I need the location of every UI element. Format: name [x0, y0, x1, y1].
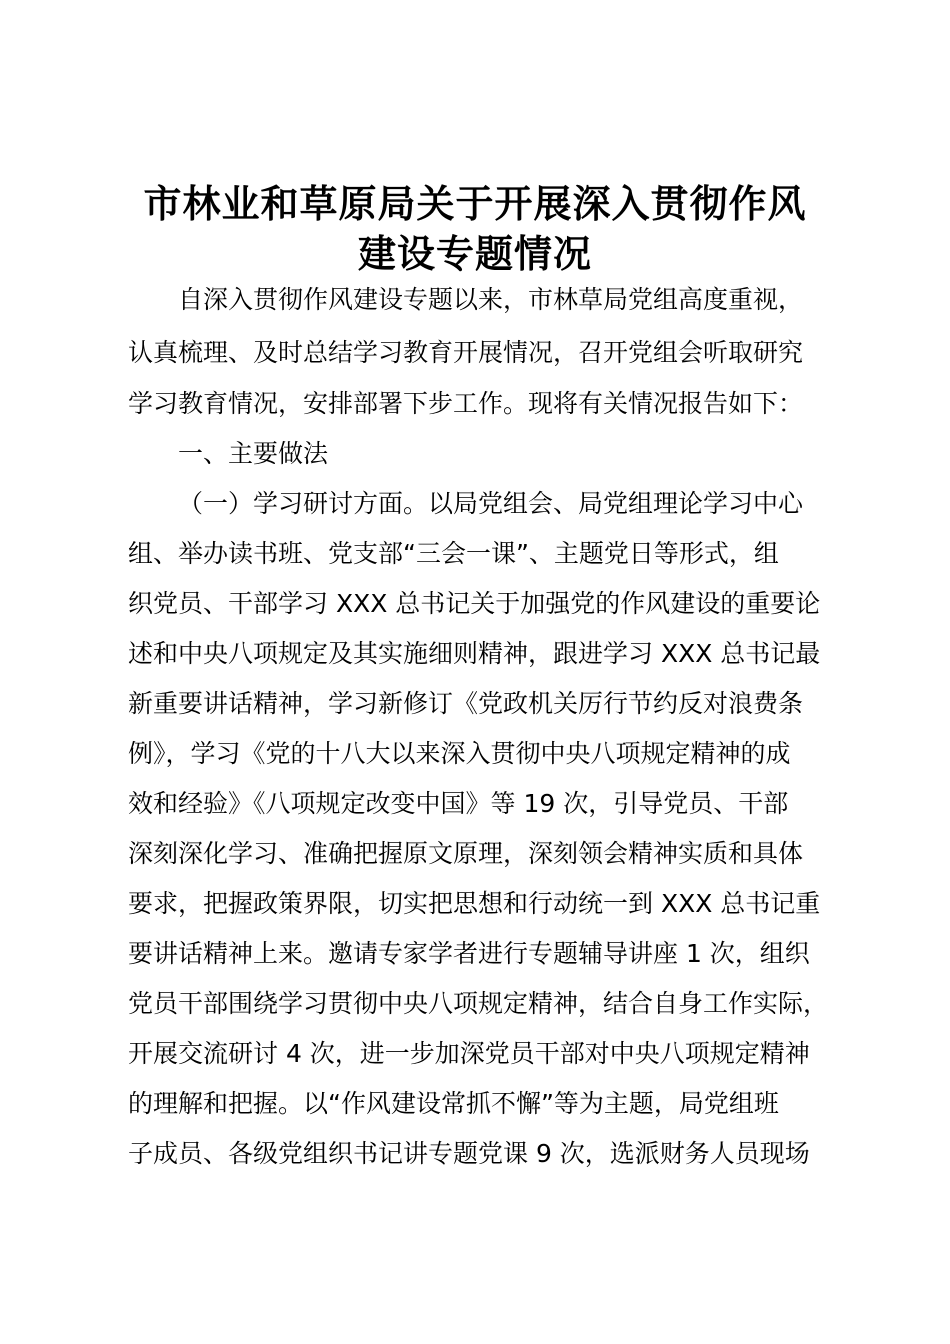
body-paragraph-line: 效和经验》《八项规定改变中国》等 19 次，引导党员、干部 [128, 789, 789, 818]
body-paragraph-line: 子成员、各级党组织书记讲专题党课 9 次，选派财务人员现场 [128, 1139, 810, 1168]
body-paragraph-line: 要求，把握政策界限，切实把思想和行动统一到 XXX 总书记重 [128, 889, 821, 918]
body-paragraph-line: （一）学习研讨方面。以局党组会、局党组理论学习中心 [178, 489, 804, 518]
body-paragraph-line: 述和中央八项规定及其实施细则精神，跟进学习 XXX 总书记最 [128, 639, 821, 668]
body-paragraph-line: 深刻深化学习、准确把握原文原理，深刻领会精神实质和具体 [128, 839, 804, 868]
body-paragraph-line: 要讲话精神上来。邀请专家学者进行专题辅导讲座 1 次，组织 [128, 939, 810, 968]
body-paragraph-line: 织党员、干部学习 XXX 总书记关于加强党的作风建设的重要论 [128, 589, 821, 618]
intro-paragraph-line: 学习教育情况，安排部署下步工作。现将有关情况报告如下： [128, 389, 804, 418]
body-paragraph-line: 组、举办读书班、党支部“三会一课”、主题党日等形式，组 [128, 539, 779, 568]
intro-paragraph-line: 认真梳理、及时总结学习教育开展情况，召开党组会听取研究 [128, 338, 804, 367]
body-paragraph-line: 党员干部围绕学习贯彻中央八项规定精神，结合自身工作实际， [128, 989, 829, 1018]
body-paragraph-line: 的理解和把握。以“作风建设常抓不懈”等为主题，局党组班 [128, 1089, 779, 1118]
body-paragraph-line: 开展交流研讨 4 次，进一步加深党员干部对中央八项规定精神 [128, 1039, 810, 1068]
intro-paragraph-line: 自深入贯彻作风建设专题以来，市林草局党组高度重视， [178, 285, 804, 314]
document-title-line-2: 建设专题情况 [357, 231, 592, 276]
document-title-line-1: 市林业和草原局关于开展深入贯彻作风 [143, 181, 807, 226]
body-paragraph-line: 新重要讲话精神，学习新修订《党政机关厉行节约反对浪费条 [128, 689, 804, 718]
body-paragraph-line: 例》，学习《党的十八大以来深入贯彻中央八项规定精神的成 [128, 739, 791, 768]
section-heading: 一、主要做法 [178, 439, 329, 468]
